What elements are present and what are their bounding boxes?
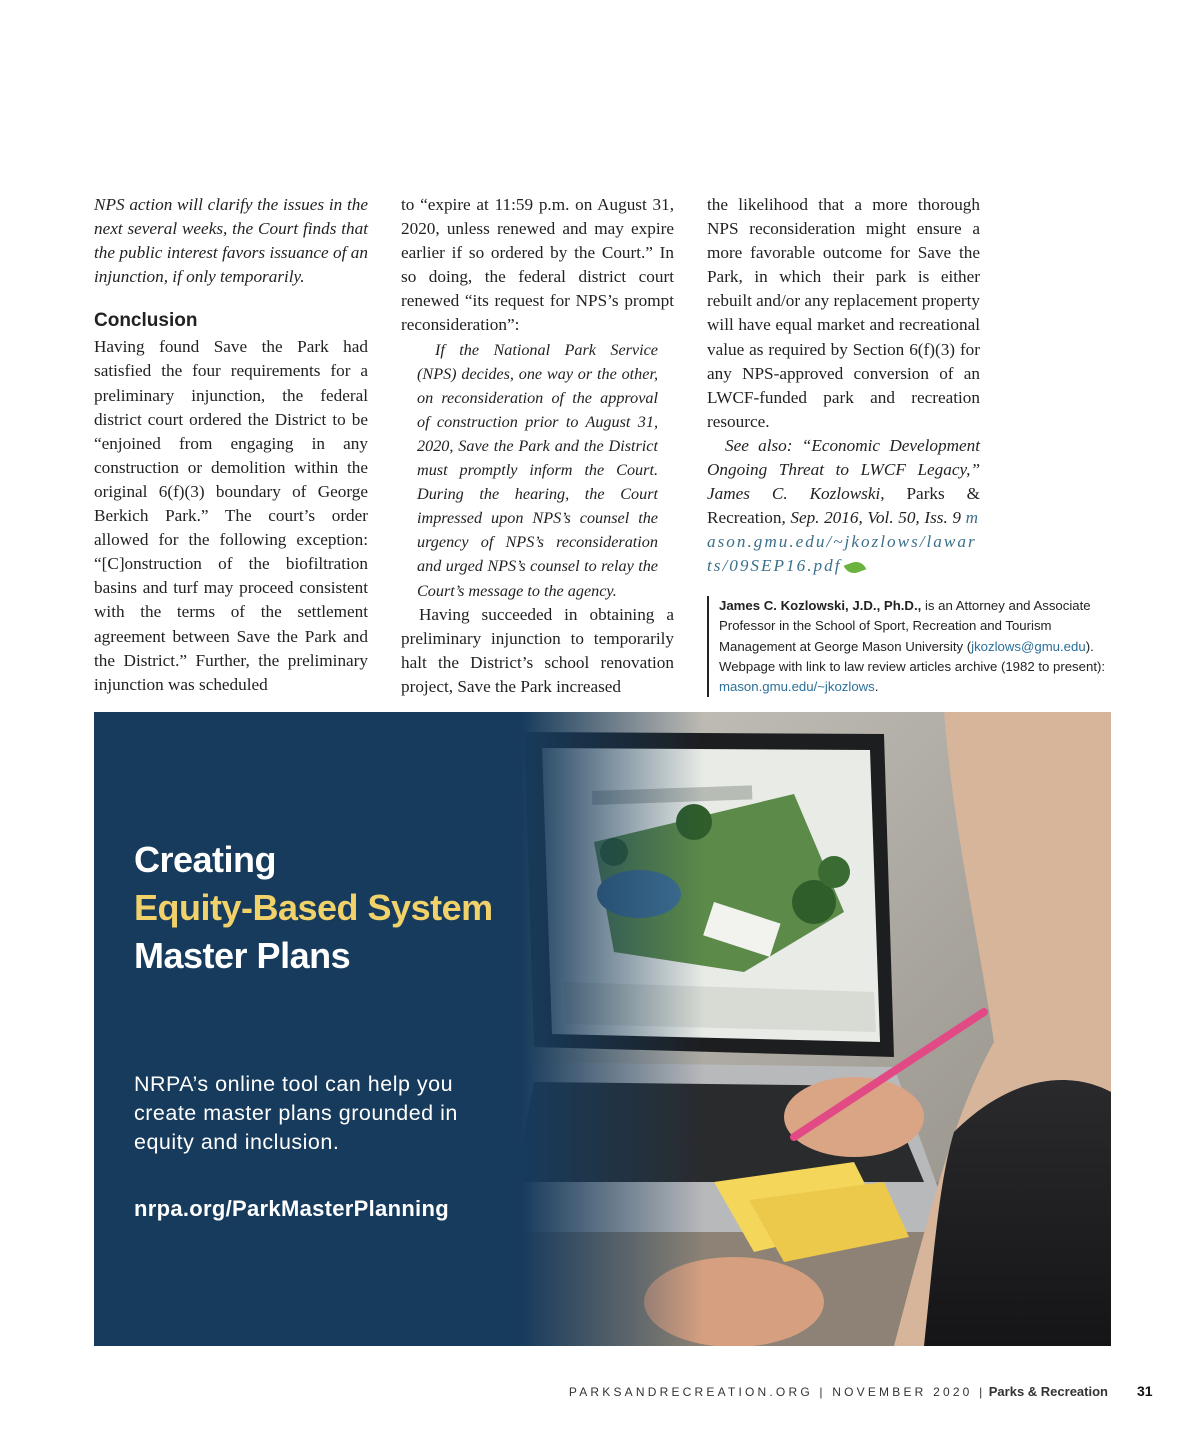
article-intro-text: NPS action will clarify the issues in the next several weeks, the Court finds that the public interest favors issuance of an injunction, if only temporarily. bbox=[94, 195, 368, 287]
ad-headline-line: Master Plans bbox=[134, 935, 351, 976]
court-quote: If the National Park Service (NPS) decides, one way or the other, on reconsideration of the approval of construction prior to August 31, 2020, Save the Park and the District must promptly inform the Court. During the hearing, the Court impressed upon NPS’s counsel the urgency of NPS’s reconsideration and urged NPS’s counsel to relay the Court’s message to the agency. bbox=[417, 340, 658, 600]
article-paragraph: Having succeeded in obtaining a preliminary injunction to temporarily halt the District’s school renovation project, Save the Park increased bbox=[401, 604, 674, 696]
article-paragraph: Having found Save the Park had satisfied the four requirements for a preliminary injunction, the federal district court ordered the District to be “enjoined from engaging in any construction or demolition within the original 6(f)(3) boundary of George Berkich Park.” The court’s order allowed for the following exception: “[C]onstruction of the biofiltration basins and turf may proceed consistent with the terms of the settlement agreement between Save the Park and the District.” Further, the preliminary injunction was scheduled bbox=[94, 337, 368, 694]
author-email-link[interactable]: jkozlows@gmu.edu bbox=[971, 638, 1086, 654]
nrpa-advertisement[interactable] bbox=[94, 712, 1111, 1346]
leaf-icon bbox=[844, 559, 867, 576]
footer-site-date: PARKSANDRECREATION.ORG | NOVEMBER 2020 | bbox=[568, 1385, 986, 1399]
bio-text: ). Webpage with link to law review articles archive (1982 to present): bbox=[719, 638, 1106, 674]
ad-headline bbox=[134, 836, 493, 980]
laptop-photo bbox=[94, 712, 1111, 1346]
footer-publication: Parks & Recreation bbox=[988, 1384, 1108, 1399]
ad-headline-line: Creating bbox=[134, 839, 277, 880]
bio-text: is an Attorney and Associate Professor in the School of Sport, Recreation and Tourism Management at George Mason University ( bbox=[719, 598, 1091, 654]
article-column-1 bbox=[94, 193, 368, 697]
ad-headline-highlight: Equity-Based System bbox=[134, 887, 493, 928]
author-name: James C. Kozlowski, J.D., Ph.D., bbox=[719, 598, 922, 613]
author-webpage-link[interactable]: mason.gmu.edu/~jkozlows bbox=[719, 679, 875, 695]
see-also-text: See also: “Economic Development Ongoing Threat to LWCF Legacy,” James C. Kozlowski, bbox=[707, 435, 980, 504]
section-heading-conclusion: Conclusion bbox=[94, 310, 198, 332]
article-column-3 bbox=[707, 193, 980, 579]
see-also-reference bbox=[707, 434, 980, 579]
bio-text: . bbox=[874, 679, 879, 695]
see-also-publication: Parks & Recreation bbox=[707, 484, 980, 528]
ad-body-text: NRPA’s online tool can help you create master plans grounded in equity and inclusion. bbox=[134, 1072, 458, 1154]
page-footer bbox=[0, 1384, 1108, 1399]
article-column-2 bbox=[401, 193, 674, 699]
ad-url-link[interactable]: nrpa.org/ParkMasterPlanning bbox=[134, 1196, 449, 1221]
author-bio bbox=[707, 596, 1129, 697]
see-also-issue: , Sep. 2016, Vol. 50, Iss. 9 bbox=[781, 508, 966, 528]
article-paragraph: to “expire at 11:59 p.m. on August 31, 2020, unless renewed and may expire earlier if so ordered by the Court.” In so doing, the federal district court renewed “its request for NPS’s prompt reconsideration”: bbox=[401, 195, 674, 335]
see-also-link[interactable]: mason.gmu.edu/~jkozlows/lawarts/09SEP16.pdf bbox=[707, 508, 980, 576]
page-number: 31 bbox=[1137, 1383, 1153, 1399]
article-paragraph: the likelihood that a more thorough NPS reconsideration might ensure a more favorable outcome for Save the Park, in which their park is either rebuilt and/or any replacement property will have equal market and recreational value as required by Section 6(f)(3) for any NPS-approved conversion of an LWCF-funded park and recreation resource. bbox=[707, 195, 980, 431]
